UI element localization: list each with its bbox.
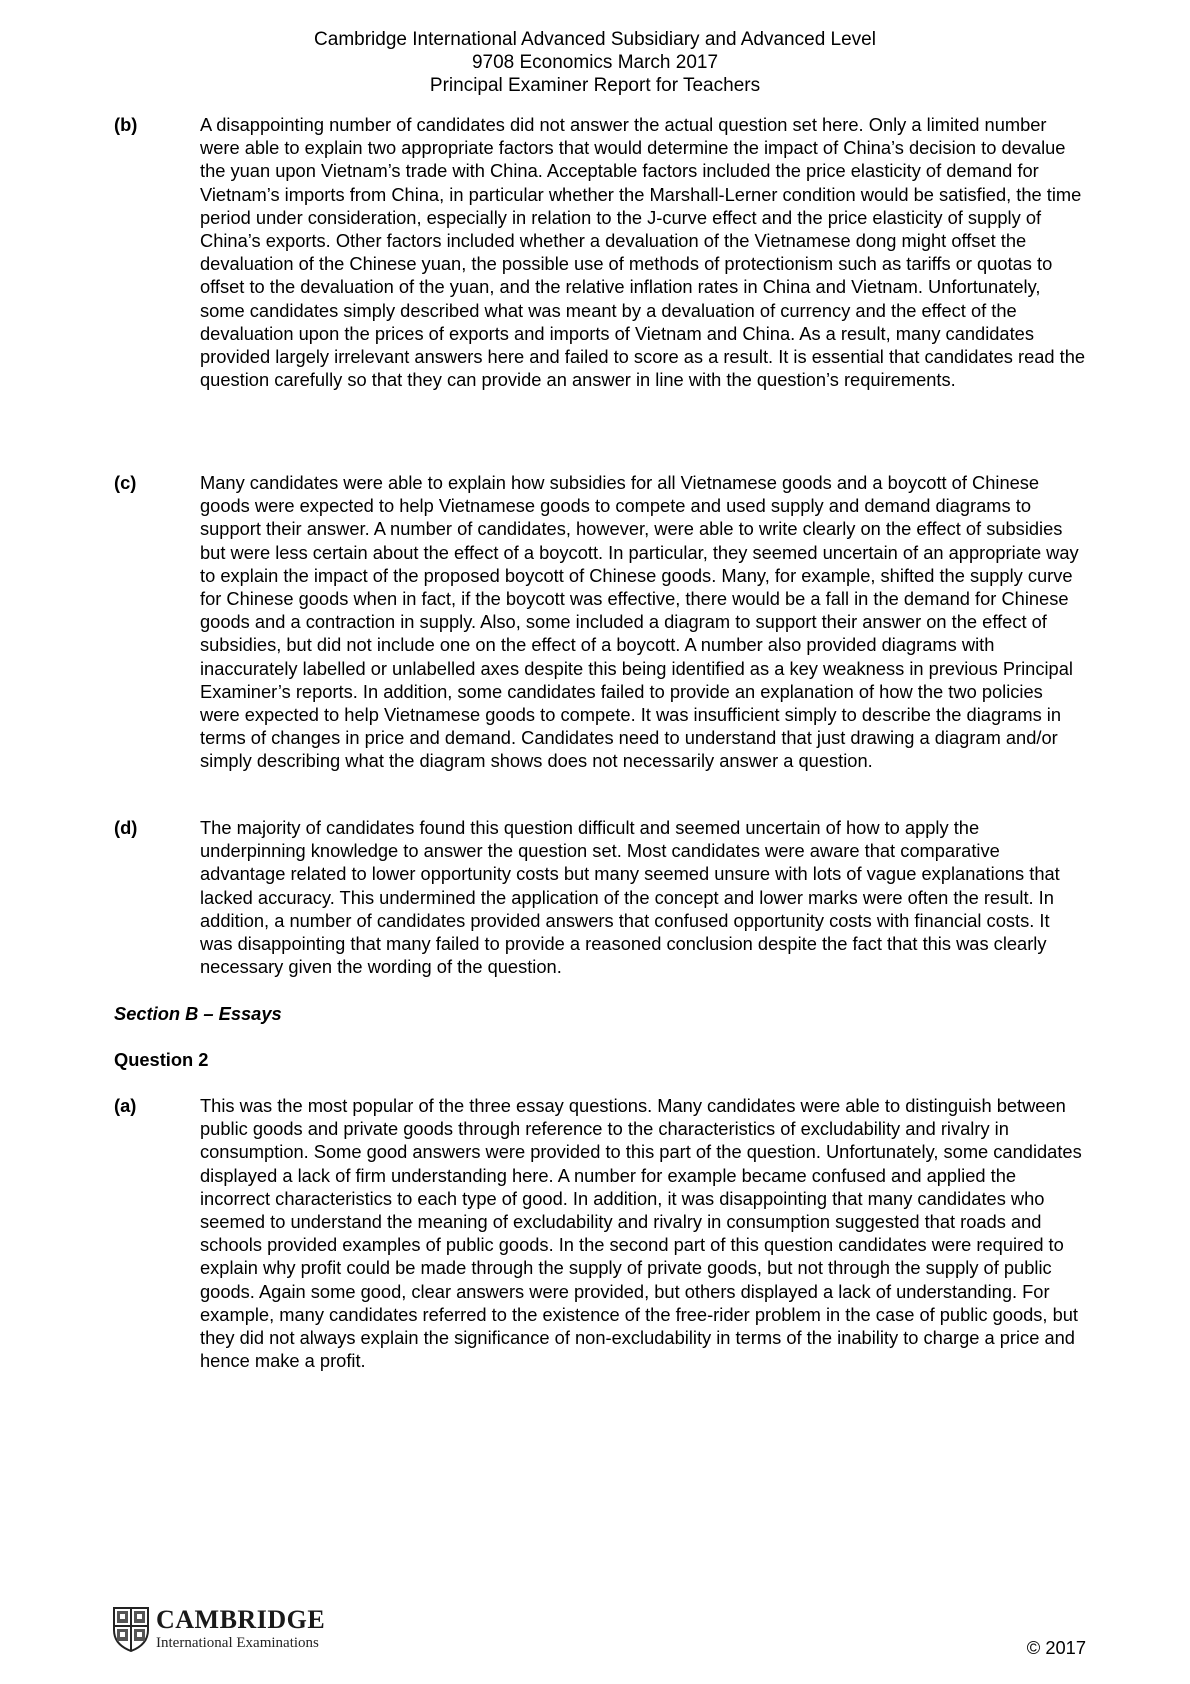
part-d <box>114 816 1086 978</box>
logo-subtitle: International Examinations <box>156 1635 319 1651</box>
part-c-text: Many candidates were able to explain how subsidies for all Vietnamese goods and a boycott of Chinese goods were expected to help Vietnamese goods to compete and used supply and demand diagrams to support their answer. A number of candidates, however, were able to write clearly on the effect of subsidies but were less certain about the effect of a boycott. In particular, they seemed uncertain of an appropriate way to explain the impact of the proposed boycott of Chinese goods. Many, for example, shifted the supply curve for Chinese goods when in fact, if the boycott was effective, there would be a fall in the demand for Chinese goods and a contraction in supply. Also, some included a diagram to support their answer on the effect of subsidies, but did not include one on the effect of a boycott. A number also provided diagrams with inaccurately labelled or unlabelled axes despite this being identified as a key weakness in previous Principal Examiner’s reports. In addition, some candidates failed to provide an explanation of how the two policies were expected to help Vietnamese goods to compete. It was insufficient simply to describe the diagrams in terms of changes in price and demand. Candidates need to understand that just drawing a diagram and/or simply describing what the diagram shows does not necessarily answer a question. <box>200 472 1079 772</box>
question-2-part-a-text: This was the most popular of the three essay questions. Many candidates were able to distinguish between public goods and private goods through reference to the characteristics of excludability and rivalry in consumption. Some good answers were provided to this part of the question. Unfortunately, some candidates displayed a lack of firm understanding here. A number for example became confused and applied the incorrect characteristics to each type of good. In addition, it was disappointing that many candidates who seemed to understand the meaning of excludability and rivalry in consumption suggested that roads and schools provided examples of public goods. In the second part of this question candidates were required to explain why profit could be made through the supply of private goods, but not through the supply of public goods. Again some good, clear answers were provided, but others displayed a lack of understanding. For example, many candidates referred to the existence of the free-rider problem in the case of public goods, but they did not always explain the significance of non-excludability in terms of the inability to charge a price and hence make a profit. <box>200 1095 1082 1372</box>
part-b-text: A disappointing number of candidates did not answer the actual question set here. Only a limited number were able to explain two appropriate factors that would determine the impact of China’s decision to devalue the yuan upon Vietnam’s trade with China. Acceptable factors included the price elasticity of demand for Vietnam’s imports from China, in particular whether the Marshall-Lerner condition would be satisfied, the time period under consideration, especially in relation to the J-curve effect and the price elasticity of supply of China’s exports. Other factors included whether a devaluation of the Vietnamese dong might offset the devaluation of the Chinese yuan, the possible use of methods of protectionism such as tariffs or quotas to offset to the devaluation of the yuan, and the relative inflation rates in China and Vietnam. Unfortunately, some candidates simply described what was meant by a devaluation of currency and the effect of the devaluation upon the prices of exports and imports of Vietnam and China. As a result, many candidates provided largely irrelevant answers here and failed to score as a result. It is essential that candidates read the question carefully so that they can provide an answer in line with the question’s requirements. <box>200 114 1086 391</box>
part-b-label: (b) <box>114 114 138 135</box>
header-title: Cambridge International Advanced Subsidiary and Advanced Level <box>314 29 876 50</box>
copyright-notice: © 2017 <box>1026 1637 1086 1658</box>
part-b <box>114 113 1086 391</box>
section-b-heading: Section B – Essays <box>114 1003 282 1024</box>
page-header <box>0 28 1190 97</box>
question-2-part-a <box>114 1094 1086 1372</box>
header-report-type: Principal Examiner Report for Teachers <box>429 75 761 96</box>
cambridge-crest-icon <box>112 1606 150 1652</box>
logo-wordmark: CAMBRIDGE <box>156 1605 326 1634</box>
cambridge-logo <box>112 1606 325 1652</box>
part-d-text: The majority of candidates found this question difficult and seemed uncertain of how to apply the underpinning knowledge to answer the question set. Most candidates were aware that comparative advantage related to lower opportunity costs but many seemed unsure with lots of vague explanations that lacked accuracy. This undermined the application of the concept and lower marks were often the result. In addition, a number of candidates provided answers that confused opportunity costs with financial costs. It was disappointing that many failed to provide a reasoned conclusion despite the fact that this was clearly necessary given the wording of the question. <box>200 817 1060 978</box>
part-d-label: (d) <box>114 817 138 838</box>
question-2-part-a-label: (a) <box>114 1095 137 1116</box>
header-subtitle: 9708 Economics March 2017 <box>471 52 719 73</box>
part-c-label: (c) <box>114 472 137 493</box>
part-c <box>114 471 1086 773</box>
question-2-heading: Question 2 <box>114 1049 209 1070</box>
